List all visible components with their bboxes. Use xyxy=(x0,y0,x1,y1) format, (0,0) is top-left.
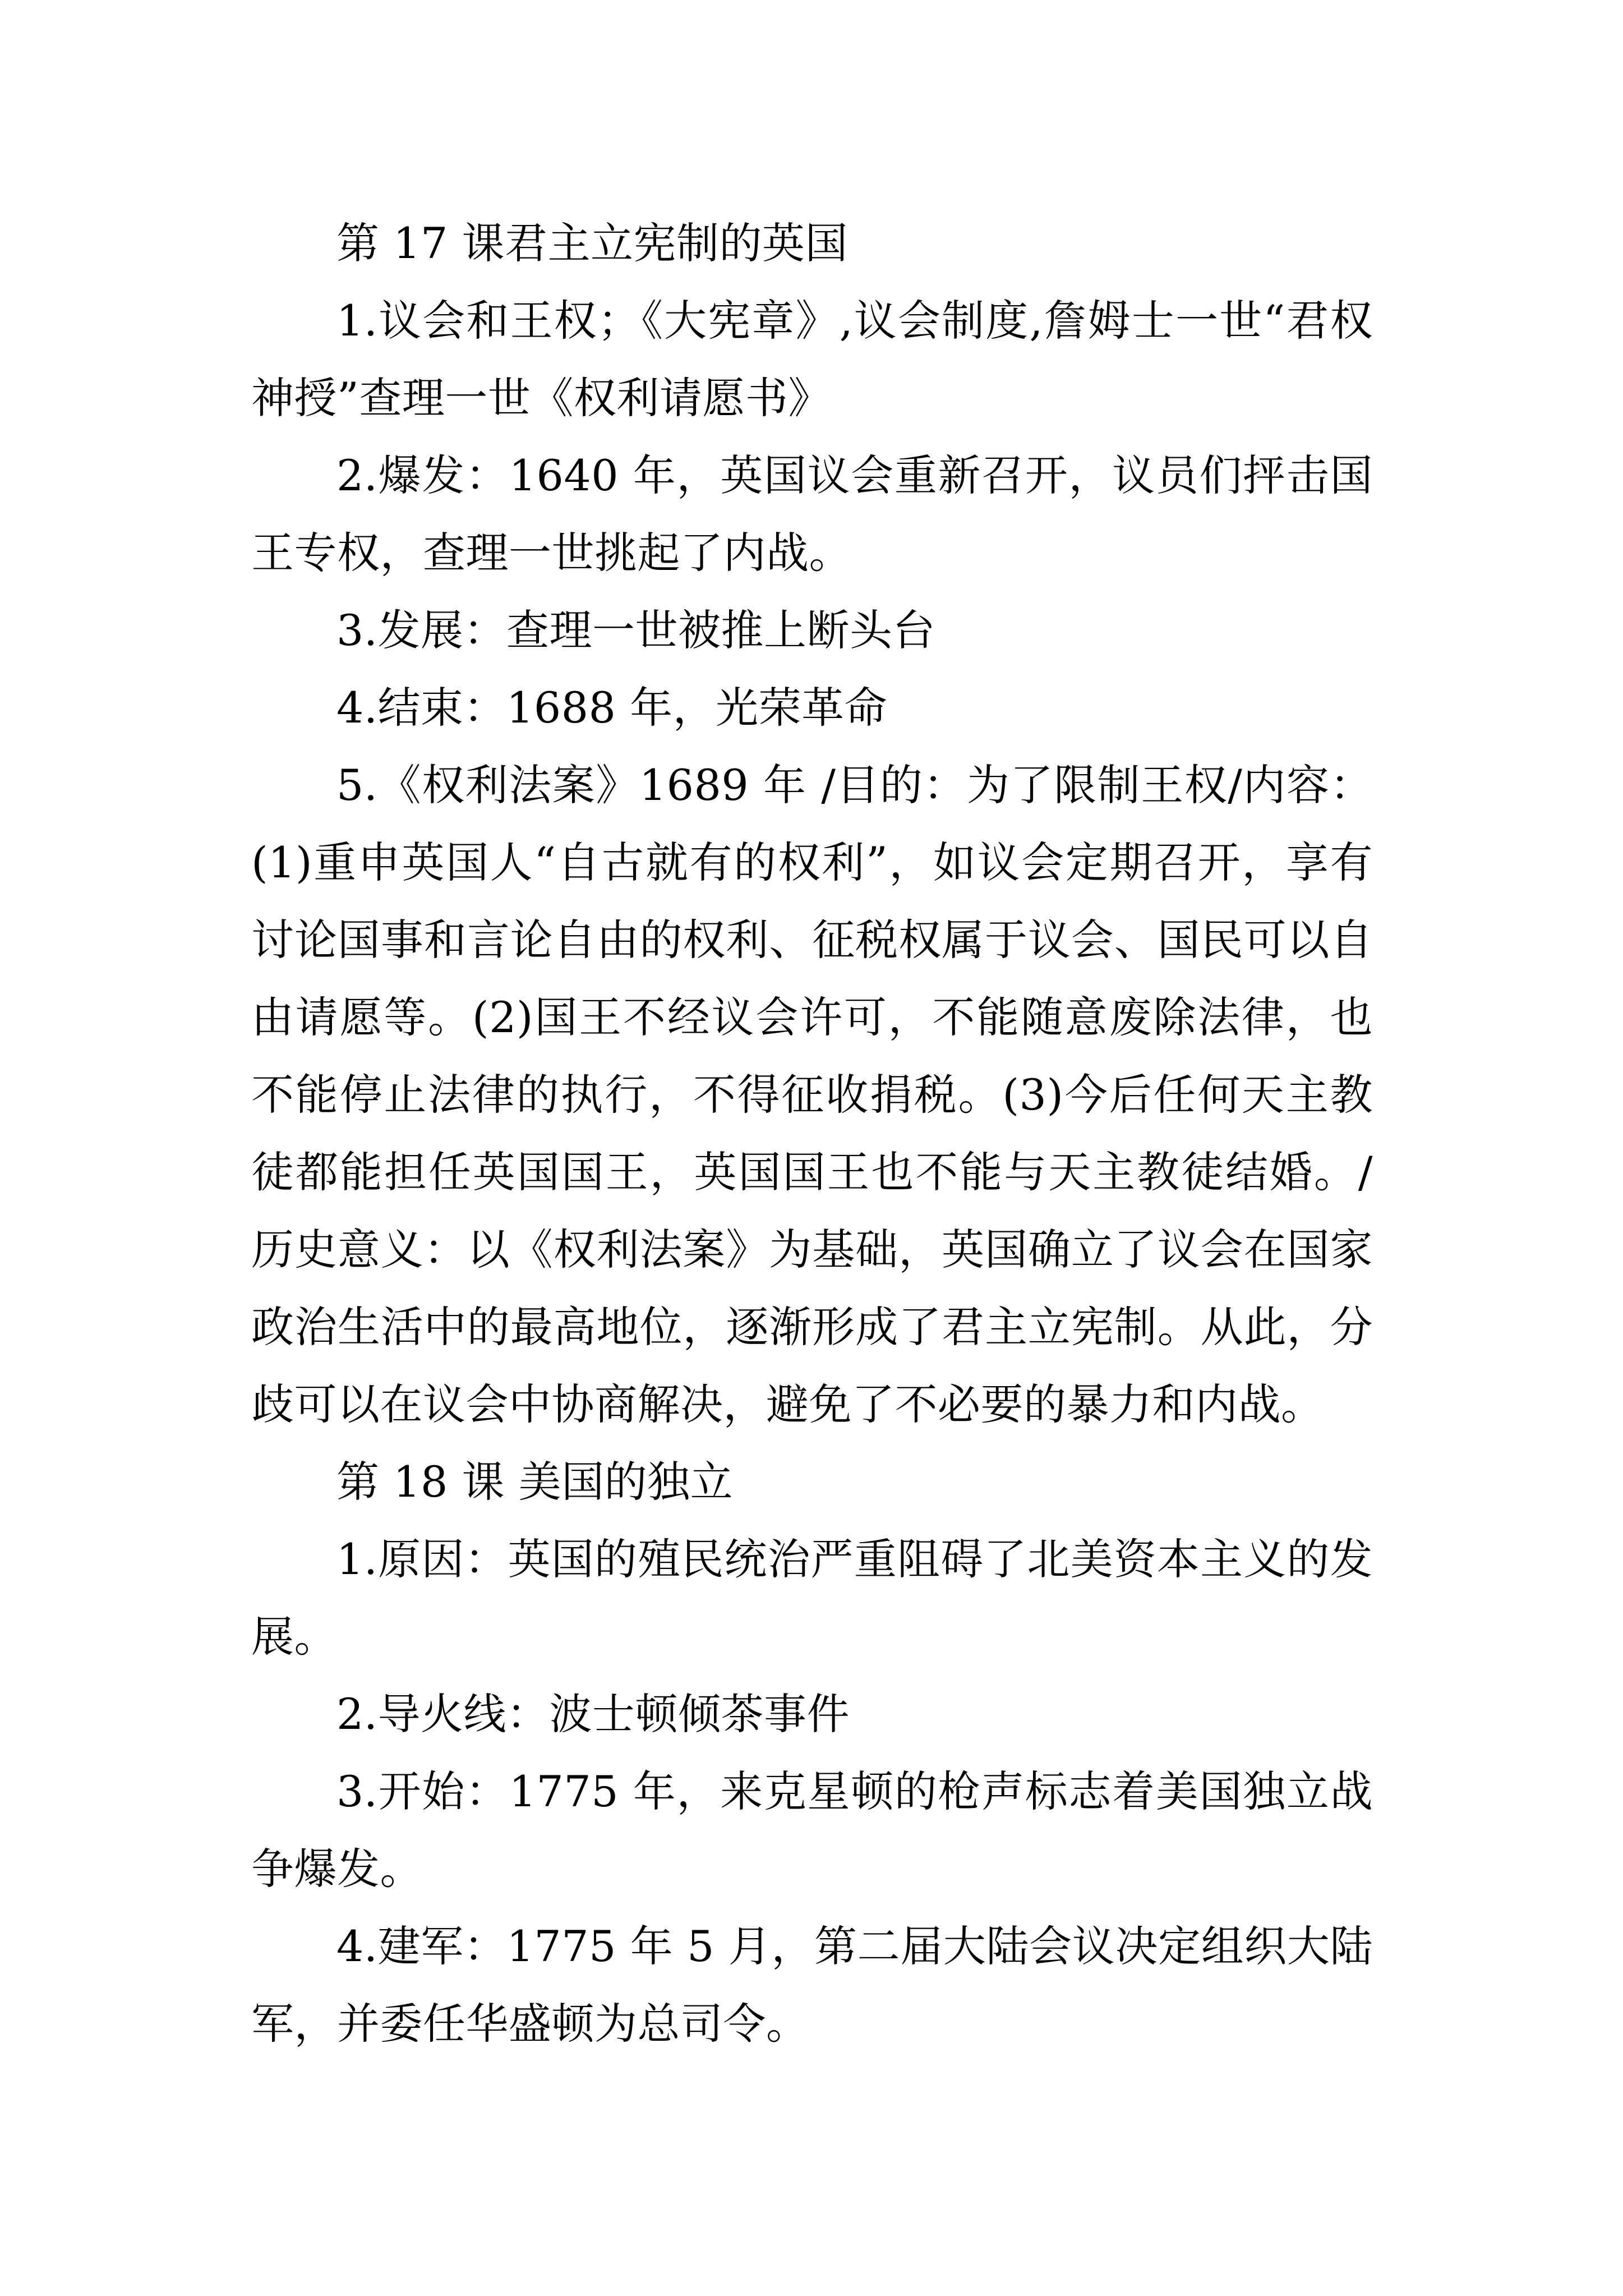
paragraph-cause: 1.原因：英国的殖民统治严重阻碍了北美资本主义的发展。 xyxy=(251,1534,1373,1662)
lesson-17-title: 第 17 课君主立宪制的英国 xyxy=(336,218,849,268)
paragraph-trigger: 2.导火线：波士顿倾茶事件 xyxy=(336,1689,850,1739)
paragraph-bill-of-rights: 5.《权利法案》1689 年 /目的：为了限制王权/内容：(1)重申英国人“自古就有的权利”，如议会定期召开，享有讨论国事和言论自由的权利、征税权属于议会、国民可以自由请愿等。(2)国王不经议会许可，不能随意废除法律，也不能停止法律的执行，不得征收捐税。(3)今后任何天主教徒都能担任英国国王，英国国王也不能与天主教徒结婚。/历史意义：以《权利法案》为基础，英国确立了议会在国家政治生活中的最高地位，逐渐形成了君主立宪制。从此，分歧可以在议会中协商解决，避免了不必要的暴力和内战。 xyxy=(251,760,1373,1429)
paragraph-start: 3.开始：1775 年，来克星顿的枪声标志着美国独立战争爆发。 xyxy=(251,1766,1373,1894)
lesson-18-title: 第 18 课 美国的独立 xyxy=(336,1457,734,1507)
paragraph-outbreak: 2.爆发：1640 年，英国议会重新召开，议员们抨击国王专权，查理一世挑起了内战。 xyxy=(251,450,1373,578)
paragraph-parliament-and-crown: 1.议会和王权；《大宪章》,议会制度,詹姆士一世“君权神授”查理一世《权利请愿书》 xyxy=(251,296,1373,423)
paragraph-end: 4.结束：1688 年，光荣革命 xyxy=(336,683,888,733)
document-body xyxy=(251,205,1373,2063)
paragraph-army: 4.建军：1775 年 5 月，第二届大陆会议决定组织大陆军，并委任华盛顿为总司令。 xyxy=(251,1921,1373,2049)
paragraph-development: 3.发展：查理一世被推上断头台 xyxy=(336,605,936,655)
